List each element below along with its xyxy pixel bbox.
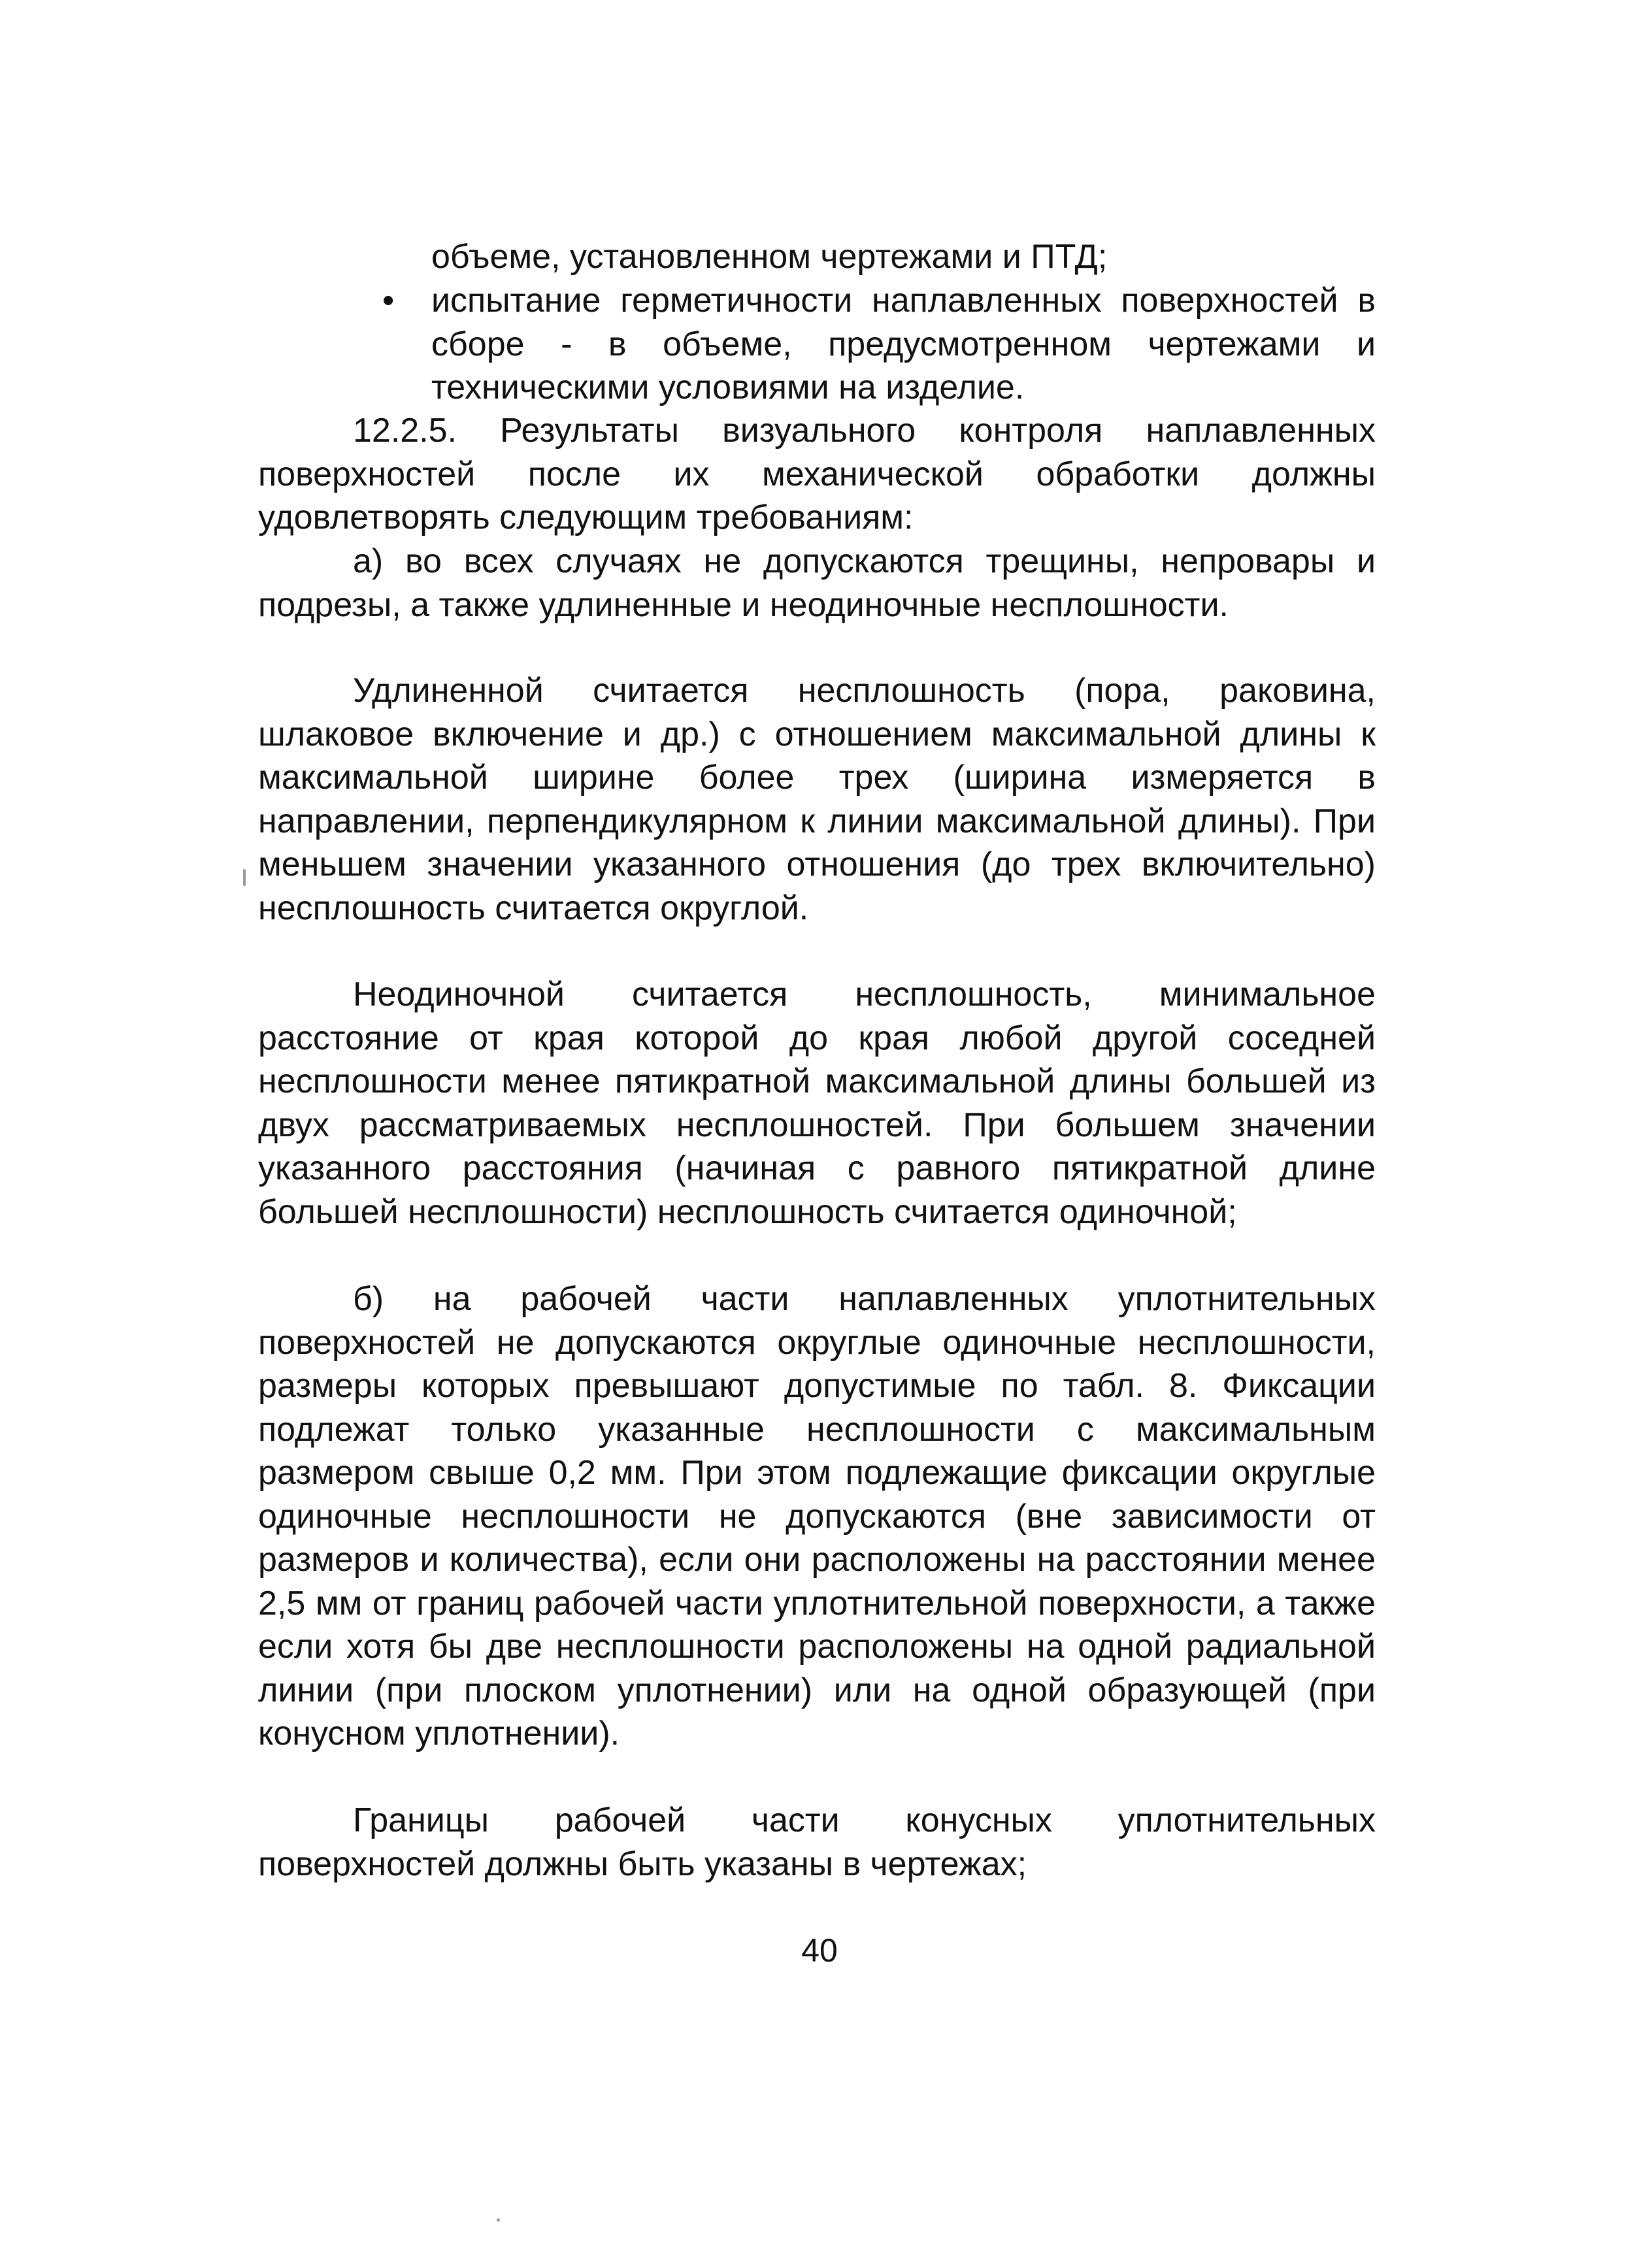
bullet-text: испытание герметичности наплавленных поверхностей в сборе - в объеме, предусмотренном чертежами и техническими условиями на изделие. xyxy=(431,282,1376,406)
continuation-line: объеме, установленном чертежами и ПТД; xyxy=(431,238,1108,276)
paragraph-non-single-definition: Неодиночной считается несплошность, минимальное расстояние от края которой до края любой другой соседней несплошности менее пятикратной максимальной длины большей из двух рассматриваемых несплошностей. При большем значении указанного расстояния (начиная с равного пятикратной длине большей несплошности) несплошность считается одиночной; xyxy=(258,976,1376,1231)
paragraph-elongated-definition: Удлиненной считается несплошность (пора, раковина, шлаковое включение и др.) с отношением максимальной длины к максимальной ширине более трех (ширина измеряется в направлении, перпендикулярном к линии максимальной длины). При меньшем значении указанного отношения (до трех включительно) несплошность считается округлой. xyxy=(258,672,1376,927)
paragraph-item-a: а) во всех случаях не допускаются трещины, непровары и подрезы, а также удлиненные и неодиночные несплошности. xyxy=(258,542,1376,624)
bullet-item xyxy=(382,279,1376,410)
scan-speck xyxy=(243,869,246,886)
paragraph-boundaries: Границы рабочей части конусных уплотнительных поверхностей должны быть указаны в чертежах; xyxy=(258,1801,1376,1883)
paragraph-12-2-5: 12.2.5. Результаты визуального контроля наплавленных поверхностей после их механической обработки должны удовлетворять следующим требованиям: xyxy=(258,412,1376,536)
page-number: 40 xyxy=(801,1932,838,1969)
scan-speck xyxy=(497,2218,500,2222)
bullet-marker: • xyxy=(382,282,395,320)
paragraph-item-b: б) на рабочей части наплавленных уплотнительных поверхностей не допускаются округлые одиночные несплошности, размеры которых превышают допустимые по табл. 8. Фиксации подлежат только указанные несплошности с максимальным размером свыше 0,2 мм. При этом подлежащие фиксации округлые одиночные несплошности не допускаются (вне зависимости от размеров и количества), если они расположены на расстоянии менее 2,5 мм от границ рабочей части уплотнительной поверхности, а также если хотя бы две несплошности расположены на одной радиальной линии (при плоском уплотнении) или на одной образующей (при конусном уплотнении). xyxy=(258,1280,1376,1752)
